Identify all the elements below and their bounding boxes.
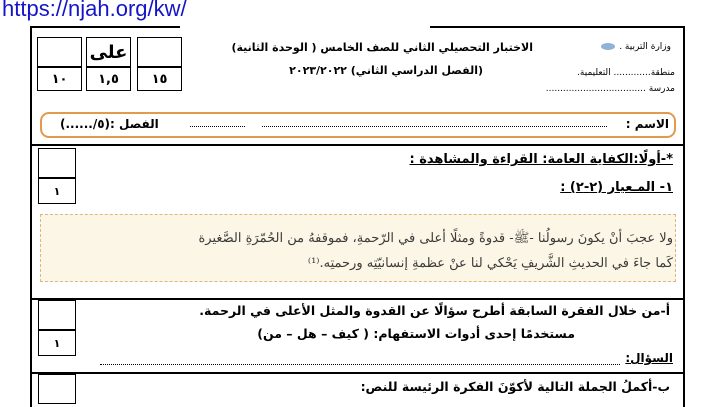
grade-part2: ١٠ — [37, 67, 82, 91]
passage-line-2: كَما جاءَ في الحديثِ الشَّريفِ يَحْكي لنا عنْ عظمةِ إنسانيّتِه ورحمتِه.⁽¹⁾ — [307, 256, 673, 271]
ministry-line — [600, 42, 671, 52]
grade-part1: ١,٥ — [86, 67, 131, 91]
ministry-name: وزارة التربية . — [619, 42, 671, 52]
separator-1 — [30, 144, 685, 146]
separator-2 — [30, 298, 685, 300]
score-box-criterion: ١ — [38, 178, 76, 204]
section1-heading: *-أولًا:الكفاية العامة: القراءة والمشاهدة : — [409, 152, 673, 167]
score-box-empty-2 — [38, 300, 76, 330]
frame-top-left — [30, 26, 180, 28]
score-box-question-a: ١ — [38, 330, 76, 356]
page-border-right — [683, 26, 685, 407]
class-field[interactable] — [190, 126, 245, 127]
answer-label: السؤال: — [625, 351, 673, 365]
grade-box-empty-1 — [37, 37, 82, 67]
class-label: الفصل :(٥/......) — [60, 117, 159, 131]
ministry-logo-icon — [601, 43, 615, 50]
answer-field[interactable] — [100, 364, 620, 365]
exam-semester: (الفصل الدراسي الثاني) ٢٠٢٣/٢٠٢٢ — [289, 64, 483, 77]
separator-3 — [30, 372, 685, 374]
grade-label: على — [86, 37, 131, 67]
page-border-left — [30, 26, 32, 407]
region-line: منطقة............. التعليمية. — [577, 68, 675, 78]
score-box-empty-1 — [38, 148, 76, 178]
grade-total: ١٥ — [137, 67, 182, 91]
school-line: مدرسة ................................... — [545, 84, 675, 94]
name-label: الاسم : — [625, 117, 669, 131]
name-field[interactable] — [262, 126, 607, 127]
passage-line-1: ولا عجبَ أنْ يكونَ رسولُنا -ﷺ- قدوةً ومثلًا أعلى في الرّحمةِ، فموقفهُ من الحُمّرَةِ الصَّغيرة — [198, 231, 673, 246]
score-box-empty-3 — [38, 374, 76, 404]
section1-criterion: ١- المـعيار (٢-٢) : — [560, 180, 673, 195]
site-url[interactable]: https://njah.org/kw/ — [2, 0, 187, 21]
grade-box-empty-2 — [137, 37, 182, 67]
frame-top-right — [430, 26, 685, 28]
question-a-line-2: مستخدمًا إحدى أدوات الاستفهام: ( كيف – هل – من) — [257, 326, 575, 341]
question-a-line-1: أ-من خلال الفقرة السابقة أطرح سؤالًا عن القدوة والمثل الأعلى في الرحمة. — [199, 303, 670, 318]
question-b-line-1: ب-أكملُ الجملة التالية لأكوّنَ الفكرة الرئيسة للنص: — [360, 379, 670, 394]
exam-title: الاختبار التحصيلي الثاني للصف الخامس ( الوحدة الثانية) — [231, 41, 533, 54]
